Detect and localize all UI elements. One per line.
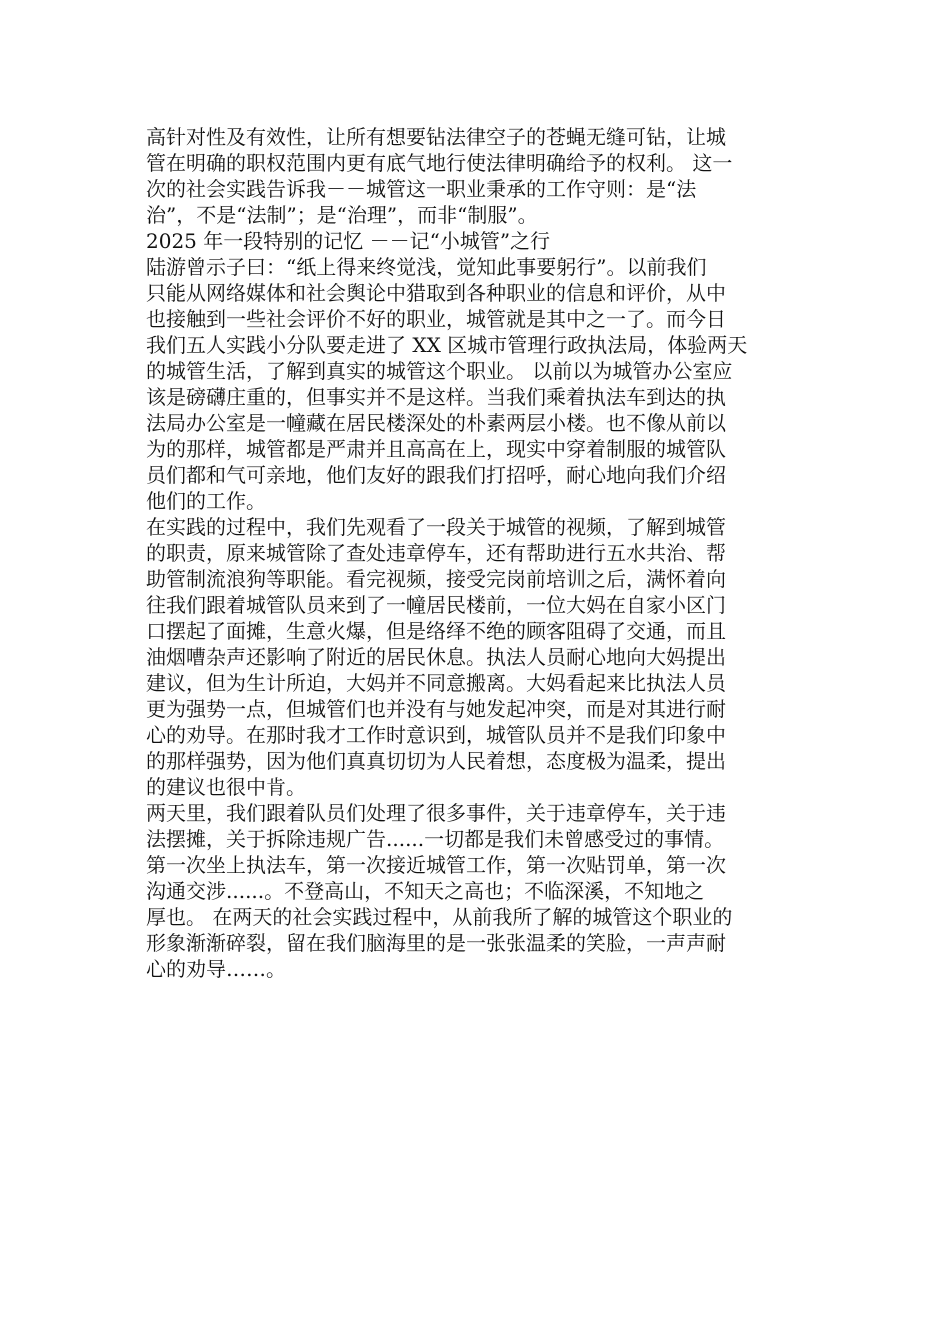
text-line: 高针对性及有效性，让所有想要钻法律空子的苍蝇无缝可钻，让城 [146, 125, 726, 149]
text-line: 的城管生活，了解到真实的城管这个职业。 以前以为城管办公室应 [146, 359, 733, 383]
text-line: 的职责，原来城管除了查处违章停车，还有帮助进行五水共治、帮 [146, 541, 726, 565]
text-line: 陆游曾示子曰：“纸上得来终觉浅，觉知此事要躬行”。以前我们 [146, 255, 707, 279]
text-line: 他们的工作。 [146, 489, 266, 513]
text-line: 为的那样，城管都是严肃并且高高在上，现实中穿着制服的城管队 [146, 437, 726, 461]
text-line: 两天里，我们跟着队员们处理了很多事件，关于违章停车，关于违 [146, 801, 726, 825]
text-line: 在实践的过程中，我们先观看了一段关于城管的视频，了解到城管 [146, 515, 726, 539]
text-line: 次的社会实践告诉我－－城管这一职业秉承的工作守则：是“法 [146, 177, 697, 201]
text-line: 的建议也很中肯。 [146, 775, 306, 799]
text-line: 厚也。 在两天的社会实践过程中，从前我所了解的城管这个职业的 [146, 905, 733, 929]
text-line: 法摆摊，关于拆除违规广告......一切都是我们未曾感受过的事情。 [146, 827, 725, 851]
text-line: 治”，不是“法制”；是“治理”，而非“制服”。 [146, 203, 538, 227]
text-line: 心的劝导。在那时我才工作时意识到，城管队员并不是我们印象中 [146, 723, 726, 747]
text-line: 助管制流浪狗等职能。看完视频，接受完岗前培训之后，满怀着向 [146, 567, 726, 591]
text-line: 管在明确的职权范围内更有底气地行使法律明确给予的权利。 这一 [146, 151, 733, 175]
text-line: 更为强势一点，但城管们也并没有与她发起冲突，而是对其进行耐 [146, 697, 726, 721]
text-line: 第一次坐上执法车，第一次接近城管工作，第一次贴罚单，第一次 [146, 853, 726, 877]
text-line: 往我们跟着城管队员来到了一幢居民楼前，一位大妈在自家小区门 [146, 593, 726, 617]
text-line: 心的劝导……。 [146, 957, 286, 981]
text-line: 口摆起了面摊，生意火爆，但是络绎不绝的顾客阻碍了交通，而且 [146, 619, 726, 643]
text-line: 该是磅礴庄重的，但事实并不是这样。当我们乘着执法车到达的执 [146, 385, 726, 409]
text-line: 我们五人实践小分队要走进了 XX 区城市管理行政执法局，体验两天 [146, 333, 748, 357]
text-line: 只能从网络媒体和社会舆论中猎取到各种职业的信息和评价，从中 [146, 281, 726, 305]
text-line: 油烟嘈杂声还影响了附近的居民休息。执法人员耐心地向大妈提出 [146, 645, 726, 669]
text-line: 法局办公室是一幢藏在居民楼深处的朴素两层小楼。也不像从前以 [146, 411, 726, 435]
text-line: 的那样强势，因为他们真真切切为人民着想，态度极为温柔，提出 [146, 749, 726, 773]
text-line: 建议，但为生计所迫，大妈并不同意搬离。大妈看起来比执法人员 [146, 671, 726, 695]
section-title: 2025 年一段特别的记忆 －－记“小城管”之行 [146, 229, 551, 253]
text-line: 员们都和气可亲地，他们友好的跟我们打招呼，耐心地向我们介绍 [146, 463, 726, 487]
document-body [146, 124, 811, 982]
text-line: 也接触到一些社会评价不好的职业，城管就是其中之一了。而今日 [146, 307, 726, 331]
text-line: 形象渐渐碎裂，留在我们脑海里的是一张张温柔的笑脸，一声声耐 [146, 931, 726, 955]
text-line: 沟通交涉......。不登高山，不知天之高也；不临深溪，不知地之 [146, 879, 705, 903]
